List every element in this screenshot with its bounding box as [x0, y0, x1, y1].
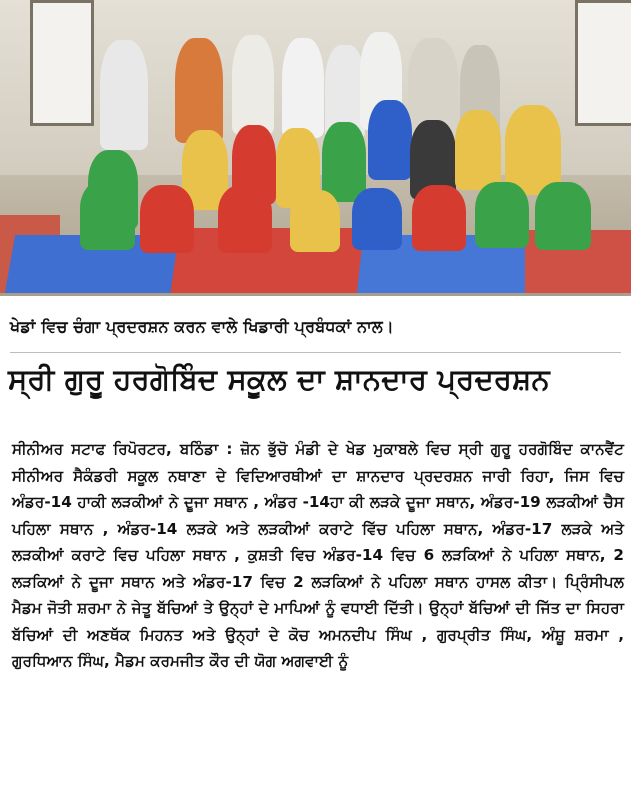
photo-window — [30, 0, 94, 126]
article-body — [12, 436, 624, 675]
photo-person — [282, 38, 324, 138]
group-photo — [0, 0, 631, 296]
photo-student — [290, 190, 340, 252]
photo-student — [322, 122, 366, 202]
byline: ਸੀਨੀਅਰ ਸਟਾਫ ਰਿਪੋਰਟਰ, ਬਠਿੰਡਾ : — [12, 440, 233, 458]
photo-student — [80, 180, 135, 250]
photo-student — [140, 185, 194, 253]
photo-student — [475, 182, 529, 248]
photo-student — [455, 110, 501, 190]
photo-person — [175, 38, 223, 143]
photo-person — [232, 35, 274, 135]
article-text: ਜ਼ੋਨ ਭੁੱਚੋ ਮੰਡੀ ਦੇ ਖੇਡ ਮੁਕਾਬਲੇ ਵਿਚ ਸ੍ਰੀ ਗੁਰੂ ਹਰਗੋਬਿੰਦ ਕਾਨਵੈਂਟ ਸੀਨੀਅਰ ਸੈਕੰਡਰੀ ਸਕੂਲ ਨਥਾਣਾ ਦੇ ਵਿਦਿਆਰਥੀਆਂ ਦਾ ਸ਼ਾਨਦਾਰ ਪ੍ਰਦਰਸ਼ਨ ਜਾਰੀ ਰਿਹਾ, ਜਿਸ ਵਿਚ ਅੰਡਰ-14 ਹਾਕੀ ਲੜਕੀਆਂ ਨੇ ਦੂਜਾ ਸਥਾਨ , ਅੰਡਰ -14ਹਾ ਕੀ ਲੜਕੇ ਦੂਜਾ ਸਥਾਨ, ਅੰਡਰ-19 ਲੜਕੀਆਂ ਚੈਸ ਪਹਿਲਾ ਸਥਾਨ , ਅੰਡਰ-14 ਲੜਕੇ ਅਤੇ ਲੜਕੀਆਂ ਕਰਾਟੇ ਵਿੱਚ ਪਹਿਲਾ ਸਥਾਨ, ਅੰਡਰ-17 ਲੜਕੇ ਅਤੇ ਲੜਕੀਆਂ ਕਰਾਟੇ ਵਿਚ ਪਹਿਲਾ ਸਥਾਨ , ਕੁਸ਼ਤੀ ਵਿਚ ਅੰਡਰ-14 ਵਿਚ 6 ਲੜਕਿਆਂ ਨੇ ਪਹਿਲਾ ਸਥਾਨ, 2 ਲੜਕਿਆਂ ਨੇ ਦੂਜਾ ਸਥਾਨ ਅਤੇ ਅੰਡਰ-17 ਵਿਚ 2 ਲੜਕਿਆਂ ਨੇ ਪਹਿਲਾ ਸਥਾਨ ਹਾਸਲ ਕੀਤਾ। ਪ੍ਰਿੰਸੀਪਲ ਮੈਡਮ ਜੋਤੀ ਸ਼ਰਮਾ ਨੇ ਜੇਤੂ ਬੱਚਿਆਂ ਤੇ ਉਨ੍ਹਾਂ ਦੇ ਮਾਪਿਆਂ ਨੂੰ ਵਧਾਈ ਦਿੱਤੀ। ਉਨ੍ਹਾਂ ਬੱਚਿਆਂ ਦੀ ਜਿੱਤ ਦਾ ਸਿਹਰਾ ਬੱਚਿਆਂ ਦੀ ਅਣਥੱਕ ਮਿਹਨਤ ਅਤੇ ਉਨ੍ਹਾਂ ਦੇ ਕੋਚ ਅਮਨਦੀਪ ਸਿੰਘ , ਗੁਰਪ੍ਰੀਤ ਸਿੰਘ, ਅੰਸ਼ੂ ਸ਼ਰਮਾ , ਗੁਰਧਿਆਨ ਸਿੰਘ, ਮੈਡਮ ਕਰਮਜੀਤ ਕੌਰ ਦੀ ਯੋਗ ਅਗਵਾਈ ਨੂੰ — [12, 440, 624, 670]
photo-person — [100, 40, 148, 150]
photo-student — [412, 185, 466, 251]
photo-student — [368, 100, 412, 180]
headline: ਸ੍ਰੀ ਗੁਰੂ ਹਰਗੋਬਿੰਦ ਸਕੂਲ ਦਾ ਸ਼ਾਨਦਾਰ ਪ੍ਰਦਰਸ਼ਨ — [8, 362, 550, 396]
photo-window — [575, 0, 631, 126]
photo-caption: ਖੇਡਾਂ ਵਿਚ ਚੰਗਾ ਪ੍ਰਦਰਸ਼ਨ ਕਰਨ ਵਾਲੇ ਖਿਡਾਰੀ ਪ੍ਰਬੰਧਕਾਂ ਨਾਲ। — [10, 317, 394, 336]
photo-student — [218, 185, 272, 253]
divider — [10, 352, 621, 353]
photo-student — [535, 182, 591, 250]
photo-student — [352, 188, 402, 250]
